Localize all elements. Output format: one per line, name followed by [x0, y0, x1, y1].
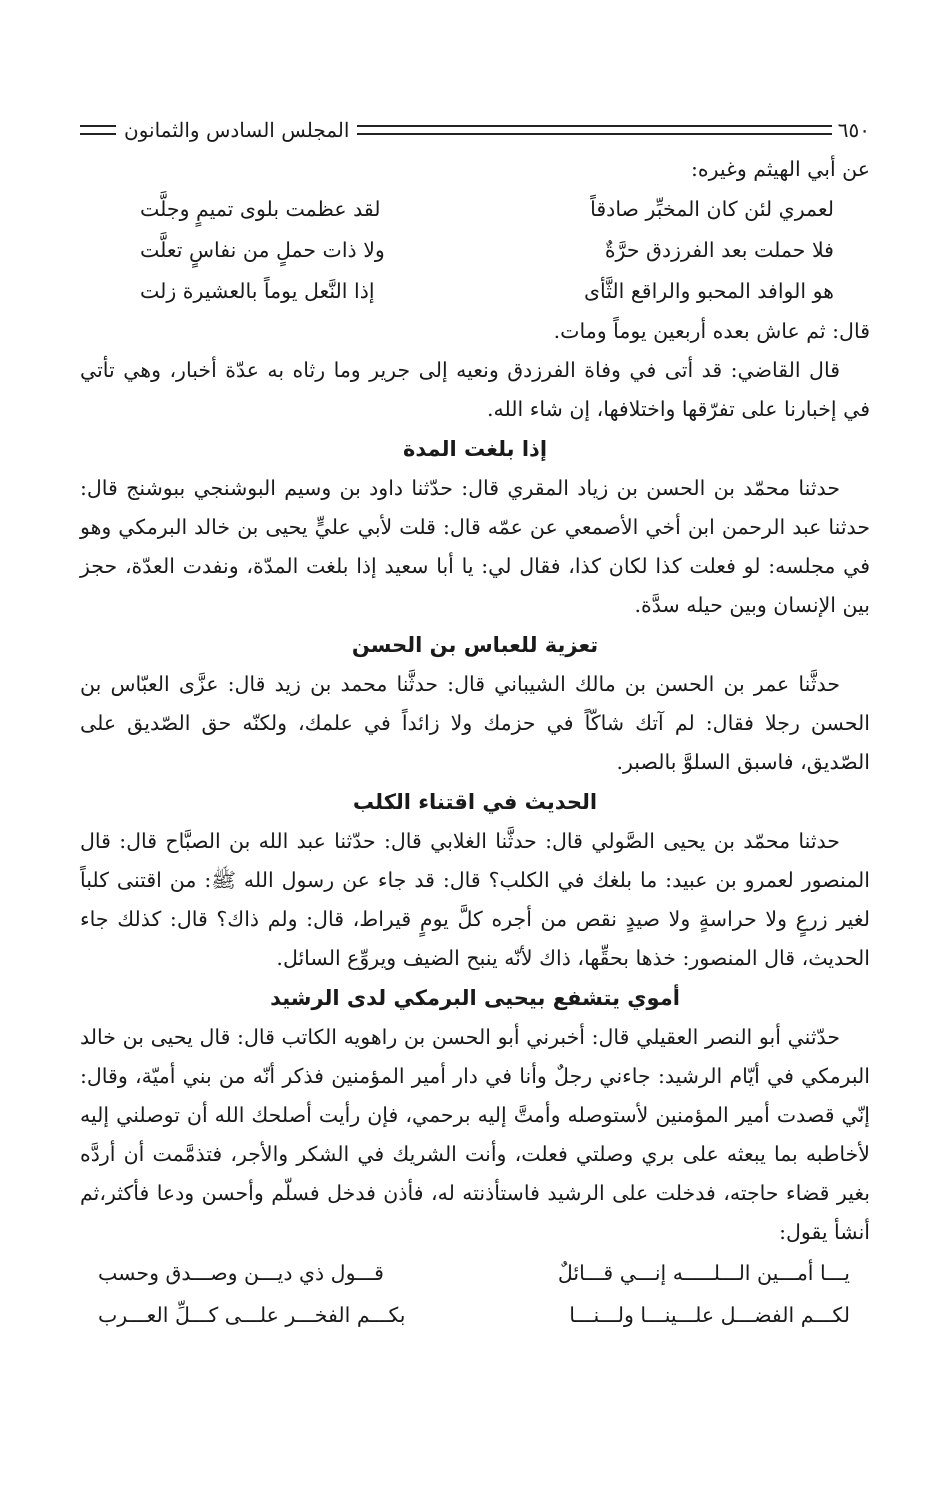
- verse-second-hemistich: قـــول ذي ديـــن وصـــدق وحسب: [98, 1261, 384, 1285]
- header-rule: [357, 125, 831, 135]
- section-text: حدثَّنا عمر بن الحسن بن مالك الشيباني قال: حدثَّنا محمد بن زيد قال: عزَّى العبّاس بن الحسن رجلا فقال: لم آتك شاكّاً في حزمك ولا زائداً في علمك، ولكنّه حق الصّديق على الصّديق، فاسبق السلوَّ بالصبر.: [80, 672, 870, 774]
- intro-line: عن أبي الهيثم وغيره:: [690, 157, 870, 181]
- running-header: [80, 112, 870, 148]
- section-text: حدثنا محمّد بن يحيى الصَّولي قال: حدثَّنا الغلابي قال: حدّثنا عبد الله بن الصبَّاح قال: قال المنصور لعمرو بن عبيد: ما بلغك في الكلب؟ قال: قد جاء عن رسول الله ﷺ: من اقتنى كلباً لغير زرعٍ ولا حراسةٍ ولا صيدٍ نقص من أجره كلَّ يومٍ قيراط، قال: ولم ذاك؟ قال: كذلك جاء الحديث، قال المنصور: خذها بحقِّها، ذاك لأنّه ينبح الضيف ويروِّع السائل.: [80, 829, 870, 970]
- verse-second-hemistich: بكـــم الفخـــر علـــى كـــلِّ العـــرب: [98, 1303, 406, 1327]
- verse-second-hemistich: ولا ذات حملٍ من نفاسٍ تعلَّت: [140, 238, 385, 262]
- section-heading: أموي يتشفع بيحيى البرمكي لدى الرشيد: [270, 986, 680, 1010]
- section-text: حدثنا محمّد بن الحسن بن زياد المقري قال: حدّثنا داود بن وسيم البوشنجي ببوشنج قال: حدثنا عبد الرحمن ابن أخي الأصمعي عن عمّه قال: قلت لأبي عليٍّ يحيى بن خالد البرمكي وهو في مجلسه: لو فعلت كذا لكان كذا، فقال لي: يا أبا سعيد إذا بلغت المدّة، ونفدت العدّة، حجز بين الإنسان وبين حيله سدَّة.: [80, 476, 870, 617]
- section-heading: إذا بلغت المدة: [402, 437, 548, 461]
- after-poem-line: قال: ثم عاش بعده أربعين يوماً ومات.: [553, 319, 870, 343]
- page-number: ٦٥٠: [837, 118, 870, 142]
- verse-first-hemistich: هو الوافد المحبو والراقع الثَّأى: [583, 279, 834, 303]
- poem-elegy: [80, 189, 870, 312]
- verse-first-hemistich: لعمري لئن كان المخبِّر صادقاً: [590, 197, 834, 221]
- verse-second-hemistich: لقد عظمت بلوى تميمٍ وجلَّت: [140, 197, 381, 221]
- section-heading: الحديث في اقتناء الكلب: [352, 790, 598, 814]
- poem-verse: [80, 1294, 870, 1336]
- poem-verse: [80, 1252, 870, 1294]
- poem-verse: [80, 271, 870, 312]
- verse-first-hemistich: فلا حملت بعد الفرزدق حرَّةٌ: [604, 238, 834, 262]
- chapter-title: المجلس السادس والثمانون: [124, 118, 350, 142]
- header-rule-short: [80, 125, 116, 135]
- poem-verse: [80, 189, 870, 230]
- verse-second-hemistich: إذا النَّعل يوماً بالعشيرة زلت: [140, 279, 375, 303]
- poem-verse: [80, 230, 870, 271]
- qadi-paragraph: قال القاضي: قد أتى في وفاة الفرزدق ونعيه إلى جرير وما رثاه به عدّة أخبار، وهي تأتي في إخبارنا على تفرّقها واختلافها، إن شاء الله.: [80, 358, 870, 421]
- poem-praise: [80, 1252, 870, 1336]
- section-text: حدّثني أبو النصر العقيلي قال: أخبرني أبو الحسن بن راهويه الكاتب قال: قال يحيى بن خالد البرمكي في أيّام الرشيد: جاءني رجلٌ وأنا في دار أمير المؤمنين فذكر أنّه من بني أميّة، وقال: إنّي قصدت أمير المؤمنين لأستوصله وأمتَّ إليه برحمي، فإن رأيت أصلحك الله أن توصلني إليه لأخاطبه بما يبعثه على بري وصلتي فعلت، وأنت الشريك في الشكر والأجر، فتذمَّمت أن أردَّه بغير قضاء حاجته، فدخلت على الرشيد فاستأذنته له، فأذن فدخل فسلّم وأحسن ودعا فأكثر،ثم أنشأ يقول:: [80, 1025, 870, 1244]
- verse-first-hemistich: يـــا أمـــين الـــلـــــه إنـــي قـــائلٌ: [557, 1261, 850, 1285]
- verse-first-hemistich: لكـــم الفضـــل علـــينـــا ولـــنـــا: [569, 1303, 850, 1327]
- book-page: [80, 112, 870, 1336]
- section-heading: تعزية للعباس بن الحسن: [351, 633, 599, 657]
